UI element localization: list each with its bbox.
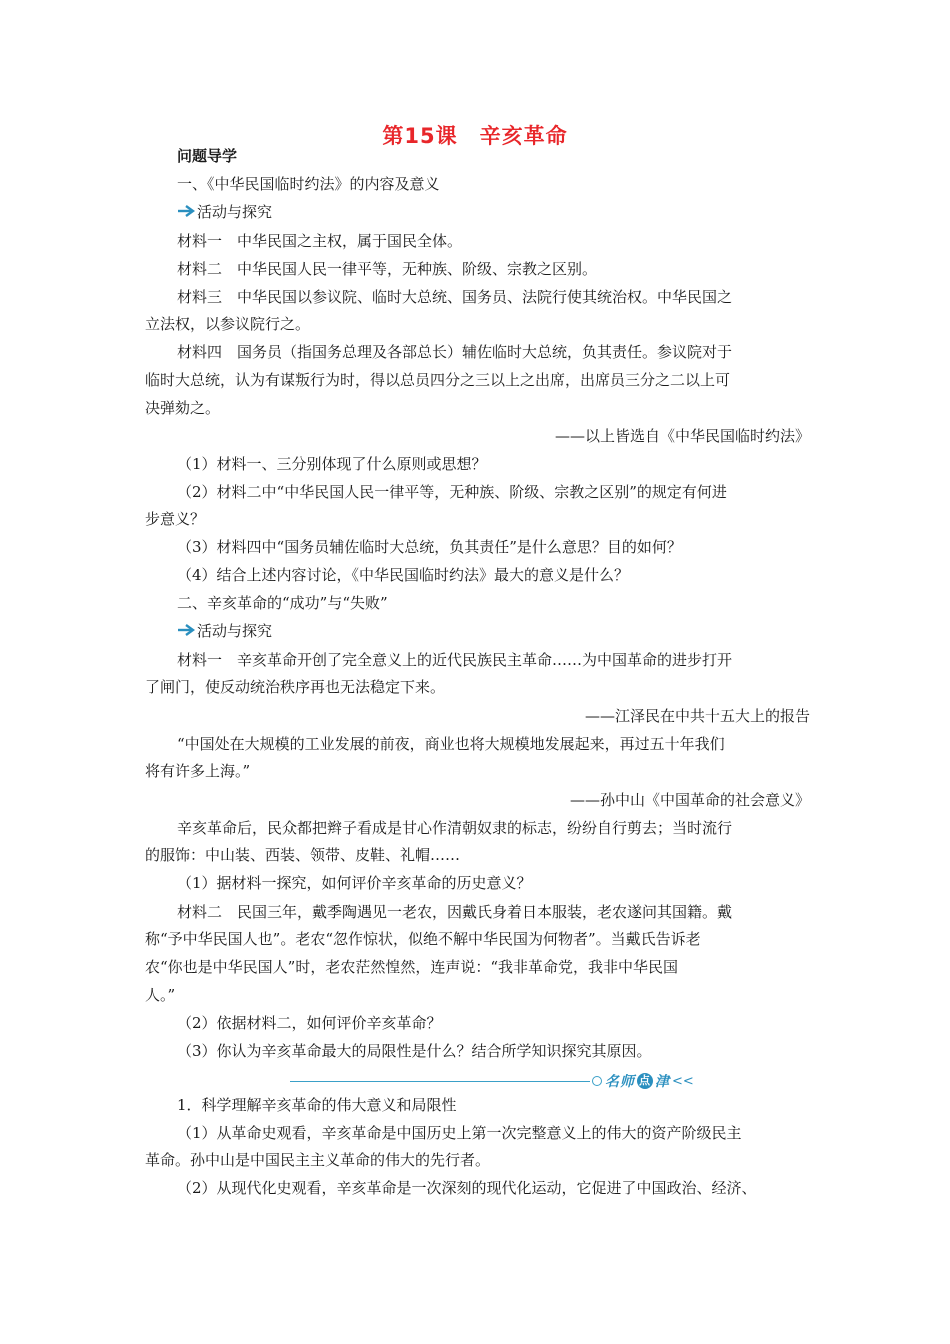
material-line: 农“你也是中华民国人”时，老农茫然惶然，连声说：“我非革命党，我非中华民国 (145, 958, 679, 976)
activity-label (177, 202, 272, 222)
question-line: （4）结合上述内容讨论，《中华民国临时约法》最大的意义是什么？ (177, 566, 630, 584)
material-line: 了闸门，使反动统治秩序再也无法稳定下来。 (145, 678, 446, 696)
note-line: 革命。孙中山是中国民主主义革命的伟大的先行者。 (145, 1151, 491, 1169)
material-line: 材料二 民国三年，戴季陶遇见一老农，因戴氏身着日本服装，老农遂问其国籍。戴 (177, 903, 733, 921)
section1-title: 一、《中华民国临时约法》的内容及意义 (177, 175, 440, 193)
material-line: 人。” (145, 986, 176, 1004)
material-line: 材料一 辛亥革命开创了完全意义上的近代民族民主革命……为中国革命的进步打开 (177, 651, 733, 669)
question-line: （2）材料二中“中华民国人民一律平等，无种族、阶级、宗教之区别”的规定有何进 (177, 483, 727, 501)
source-citation: ——孙中山《中国革命的社会意义》 (569, 791, 810, 809)
badge-text-mid: 点 (639, 1074, 651, 1087)
material-line: 临时大总统，认为有谋叛行为时，得以总员四分之三以上之出席，出席员三分之二以上可 (145, 371, 731, 389)
material-line: 称“予中华民国人也”。老农“忽作惊状，似绝不解中华民国为何物者”。当戴氏告诉老 (145, 930, 701, 948)
material-line: 决弹劾之。 (145, 399, 221, 417)
divider-line (290, 1081, 590, 1082)
activity-text: 活动与探究 (197, 622, 273, 640)
arrow-icon (177, 204, 195, 218)
activity-text: 活动与探究 (197, 203, 273, 221)
note-line: （2）从现代化史观看，辛亥革命是一次深刻的现代化运动，它促进了中国政治、经济、 (177, 1179, 757, 1197)
question-line: （1）据材料一探究，如何评价辛亥革命的历史意义？ (177, 874, 532, 892)
badge-text-right: 津 (655, 1074, 670, 1090)
circle-icon (592, 1076, 602, 1086)
page-title: 第15课 辛亥革命 (382, 124, 568, 148)
source-citation: ——江泽民在中共十五大上的报告 (584, 707, 810, 725)
question-line: 步意义？ (145, 510, 206, 528)
question-line: （3）你认为辛亥革命最大的局限性是什么？结合所学知识探究其原因。 (177, 1042, 652, 1060)
activity-label (177, 621, 272, 641)
quote-line: 将有许多上海。” (145, 762, 251, 780)
section2-title: 二、辛亥革命的“成功”与“失败” (177, 594, 388, 612)
question-line: （2）依据材料二，如何评价辛亥革命？ (177, 1014, 442, 1032)
note-line: 1．科学理解辛亥革命的伟大意义和局限性 (177, 1096, 457, 1114)
quote-line: “中国处在大规模的工业发展的前夜，商业也将大规模地发展起来，再过五十年我们 (177, 735, 725, 753)
source-citation: ——以上皆选自《中华民国临时约法》 (554, 427, 810, 445)
material-line: 材料四 国务员（指国务总理及各部总长）辅佐临时大总统，负其责任。参议院对于 (177, 343, 733, 361)
question-line: （1）材料一、三分别体现了什么原则或思想？ (177, 455, 487, 473)
material-line: 的服饰：中山装、西装、领带、皮鞋、礼帽…… (145, 846, 461, 864)
question-line: （3）材料四中“国务员辅佐临时大总统，负其责任”是什么意思？目的如何？ (177, 538, 682, 556)
section-heading: 问题导学 (177, 147, 238, 165)
teacher-tips-badge (592, 1071, 694, 1091)
material-line: 立法权，以参议院行之。 (145, 315, 311, 333)
material-line: 材料一 中华民国之主权，属于国民全体。 (177, 232, 463, 250)
material-line: 材料二 中华民国人民一律平等，无种族、阶级、宗教之区别。 (177, 260, 598, 278)
arrow-icon (177, 623, 195, 637)
note-line: （1）从革命史观看，辛亥革命是中国历史上第一次完整意义上的伟大的资产阶级民主 (177, 1124, 742, 1142)
double-chevron-icon: << (672, 1073, 694, 1089)
material-line: 辛亥革命后，民众都把辫子看成是甘心作清朝奴隶的标志，纷纷自行剪去；当时流行 (177, 819, 733, 837)
badge-text-left: 名师 (605, 1074, 635, 1090)
material-line: 材料三 中华民国以参议院、临时大总统、国务员、法院行使其统治权。中华民国之 (177, 288, 733, 306)
